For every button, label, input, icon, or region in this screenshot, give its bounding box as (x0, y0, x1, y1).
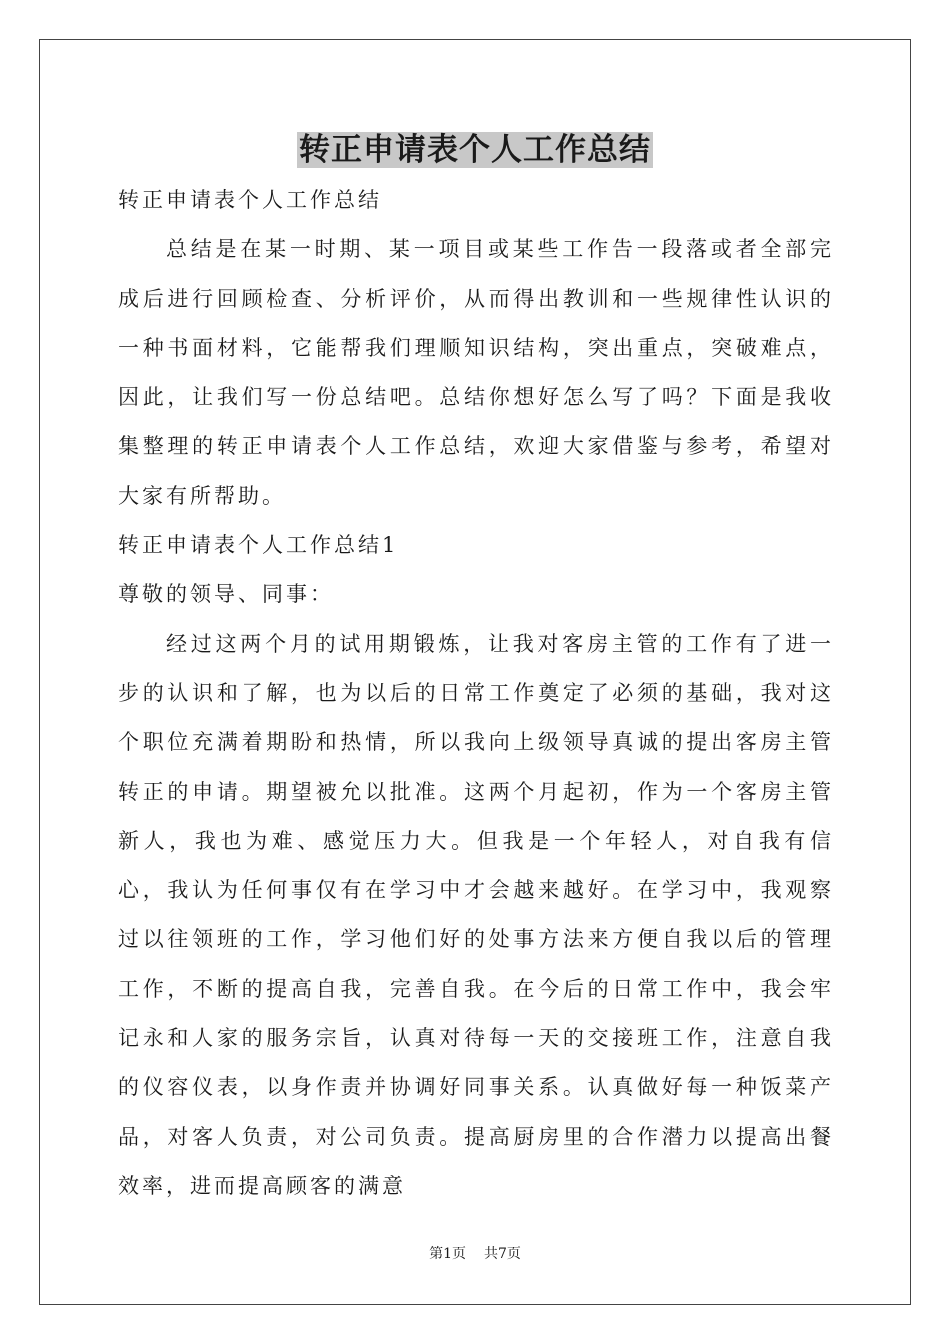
salutation: 尊敬的领导、同事： (118, 582, 334, 607)
intro-paragraph: 总结是在某一时期、某一项目或某些工作告一段落或者全部完成后进行回顾检查、分析评价，从而得出教训和一些规律性认识的一种书面材料，它能帮我们理顺知识结构，突出重点，突破难点，因此，让我们写一份总结吧。总结你想好怎么写了吗？下面是我收集整理的转正申请表个人工作总结，欢迎大家借鉴与参考，希望对大家有所帮助。 (118, 237, 834, 508)
page-total: 共7页 (484, 1246, 521, 1262)
body-paragraph: 经过这两个月的试用期锻炼，让我对客房主管的工作有了进一步的认识和了解，也为以后的日常工作奠定了必须的基础，我对这个职位充满着期盼和热情，所以我向上级领导真诚的提出客房主管转正的申请。期望被允以批准。这两个月起初，作为一个客房主管新人，我也为难、感觉压力大。但我是一个年轻人，对自我有信心，我认为任何事仅有在学习中才会越来越好。在学习中，我观察过以往领班的工作，学习他们好的处事方法来方便自我以后的管理工作，不断的提高自我，完善自我。在今后的日常工作中，我会牢记永和人家的服务宗旨，认真对待每一天的交接班工作，注意自我的仪容仪表，以身作责并协调好同事关系。认真做好每一种饭菜产品，对客人负责，对公司负责。提高厨房里的合作潜力以提高出餐效率，进而提高顾客的满意 (118, 631, 834, 1198)
section-heading: 转正申请表个人工作总结1 (118, 533, 399, 558)
document-title (0, 128, 950, 172)
document-title-text: 转正申请表个人工作总结 (299, 132, 651, 168)
page-footer (0, 1244, 950, 1264)
subtitle-paragraph: 转正申请表个人工作总结 (118, 188, 382, 212)
page-number: 第1页 (429, 1246, 466, 1262)
document-body (118, 176, 834, 1211)
